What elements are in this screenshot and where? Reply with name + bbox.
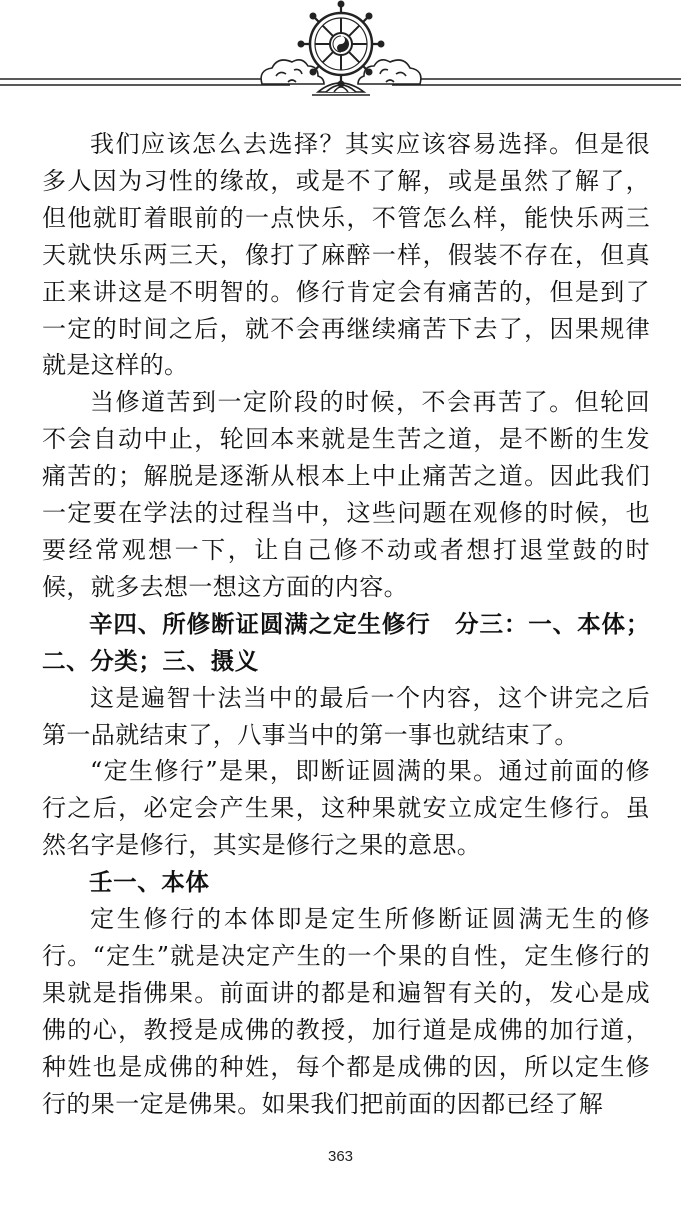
body-paragraph: “定生修行”是果，即断证圆满的果。通过前面的修行之后，必定会产生果，这种果就安立成定生修行。虽然名字是修行，其实是修行之果的意思。 — [42, 757, 650, 860]
body-paragraph: 这是遍智十法当中的最后一个内容，这个讲完之后第一品就结束了，八事当中的第一事也就结束了。 — [42, 683, 650, 749]
subsection-heading: 壬一、本体 — [89, 868, 210, 897]
dharma-wheel-icon — [298, 1, 385, 88]
body-paragraph: 定生修行的本体即是定生所修断证圆满无生的修行。“定生”就是决定产生的一个果的自性，定生修行的果就是指佛果。前面讲的都是和遍智有关的，发心是成佛的心，教授是成佛的教授，加行道是成佛的加行道，种姓也是成佛的种姓，每个都是成佛的因，所以定生修行的果一定是佛果。如果我们把前面的因都已经了解 — [42, 905, 650, 1118]
body-paragraph: 当修道苦到一定阶段的时候，不会再苦了。但轮回不会自动中止，轮回本来就是生苦之道，是不断的生发痛苦的；解脱是逐渐从根本上中止痛苦之道。因此我们一定要在学法的过程当中，这些问题在观修的时候，也要经常观想一下，让自己修不动或者想打退堂鼓的时候，就多去想一想这方面的内容。 — [42, 388, 650, 601]
body-paragraph: 我们应该怎么去选择？其实应该容易选择。但是很多人因为习性的缘故，或是不了解，或是虽然了解了，但他就盯着眼前的一点快乐，不管怎么样，能快乐两三天就快乐两三天，像打了麻醉一样，假装不存在，但真正来讲这是不明智的。修行肯定会有痛苦的，但是到了一定的时间之后，就不会再继续痛苦下去了，因果规律就是这样的。 — [42, 130, 650, 380]
page-number: 363 — [327, 1148, 354, 1165]
section-heading: 辛四、所修断证圆满之定生修行 分三：一、本体；二、分类；三、摄义 — [42, 609, 650, 675]
page-body — [42, 126, 650, 1122]
page-header-ornament — [0, 0, 681, 110]
